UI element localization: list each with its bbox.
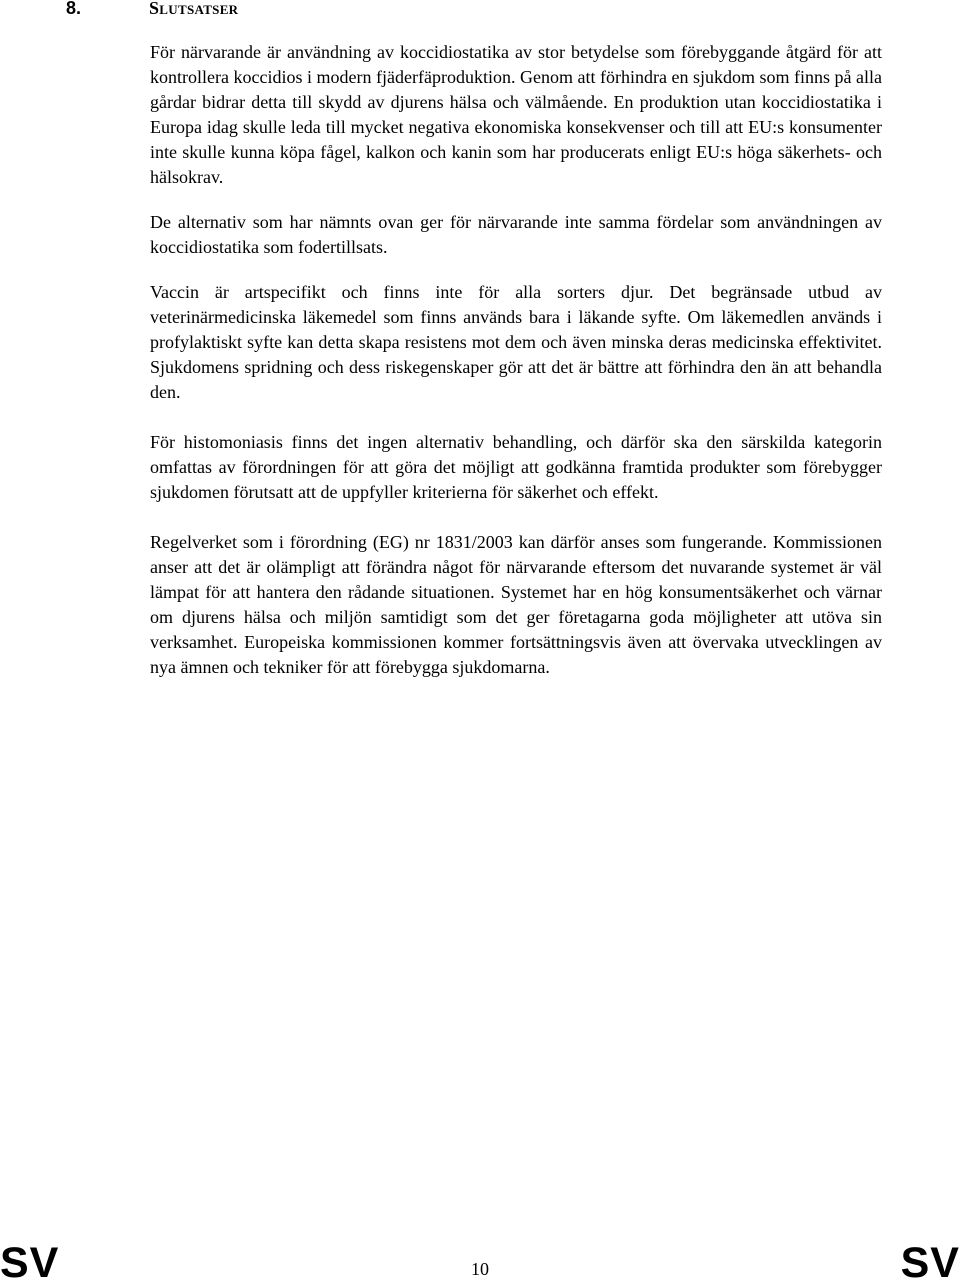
document-body bbox=[150, 40, 882, 700]
paragraph-alternatives: De alternativ som har nämnts ovan ger för närvarande inte samma fördelar som användningen av koccidiostatika som fodertillsats. bbox=[150, 212, 882, 257]
paragraph-regulation: Regelverket som i förordning (EG) nr 1831/2003 kan därför anses som fungerande. Kommissionen anser att det är olämpligt att förändra något för närvarande eftersom det nuvarande systemet är väl lämpat för att hantera den rådande situationen. Systemet har en hög konsumentsäkerhet och värnar om djurens hälsa och miljön samtidigt som det ger företagarna goda möjligheter att utöva sin verksamhet. Europeiska kommissionen kommer fortsättningsvis även att övervaka utvecklingen av nya ämnen och tekniker för att förebygga sjukdomarna. bbox=[150, 532, 882, 677]
footer-language-label-right: SV bbox=[900, 1239, 960, 1287]
section-number: 8. bbox=[66, 0, 82, 18]
page-number: 10 bbox=[471, 1259, 489, 1279]
section-heading bbox=[66, 0, 238, 20]
paragraph-vaccine: Vaccin är artspecifikt och finns inte för alla sorters djur. Det begränsade utbud av veterinärmedicinska läkemedel som finns används bara i läkande syfte. Om läkemedlen används i profylaktiskt syfte kan detta skapa resistens mot dem och även minska deras medicinska effektivitet. Sjukdomens spridning och dess riskegenskaper gör att det är bättre att förhindra den än att behandla den. bbox=[150, 282, 882, 402]
footer-language-label-left: SV bbox=[0, 1239, 60, 1287]
paragraph-histomoniasis: För histomoniasis finns det ingen alternativ behandling, och därför ska den särskilda kategorin omfattas av förordningen för att göra det möjligt att godkänna framtida produkter som förebygger sjukdomen förutsatt att de uppfyller kriterierna för säkerhet och effekt. bbox=[150, 432, 882, 502]
section-title: Slutsatser bbox=[149, 0, 239, 18]
paragraph-intro: För närvarande är användning av koccidiostatika av stor betydelse som förebyggande åtgärd för att kontrollera koccidios i modern fjäderfäproduktion. Genom att förhindra en sjukdom som finns på alla gårdar bidrar detta till skydd av djurens hälsa och välmående. En produktion utan koccidiostatika i Europa idag skulle leda till mycket negativa ekonomiska konsekvenser och till att EU:s konsumenter inte skulle kunna köpa fågel, kalkon och kanin som har producerats enligt EU:s höga säkerhets- och hälsokrav. bbox=[150, 42, 882, 187]
